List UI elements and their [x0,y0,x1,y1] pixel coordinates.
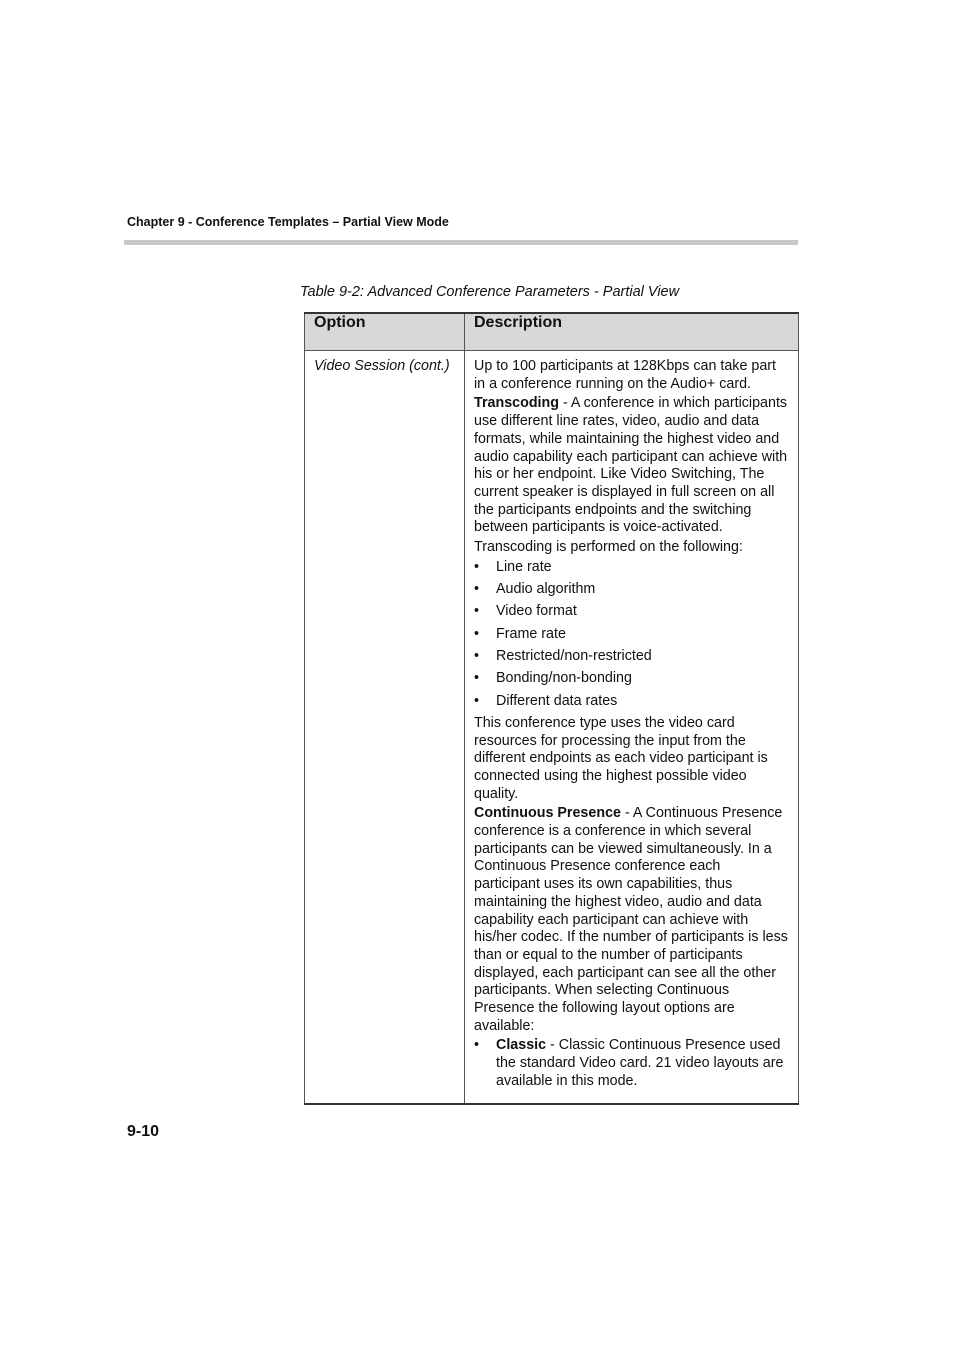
bullet-icon: • [474,603,480,620]
transcoding-paragraph [474,395,789,537]
list-item: • Audio algorithm [474,581,596,598]
column-header-description: Description [465,313,799,351]
table-row [305,351,799,1105]
column-header-option: Option [305,313,465,351]
bullet-icon: • [474,692,480,709]
bullet-icon: • [474,625,480,642]
continuous-presence-description: - A Continuous Presence conference is a conference in which several participants can be viewed simultaneously. In a Continuous Presence conference each participant uses its own capabilities, thus maintaining the highest video, audio and data capability each participant can achieve with his/her codec. If the number of participants is less than or equal to the number of participants displayed, each participant can see all the other participants. When selecting Continuous Presence the following layout options are available: [474,805,788,1034]
list-item [474,1037,789,1090]
layout-options-list [474,1037,789,1090]
description-cell [465,351,799,1105]
option-cell [305,351,465,1105]
parameters-table [304,312,799,1105]
continuous-presence-term: Continuous Presence [474,805,621,822]
list-item: • Restricted/non-restricted [474,647,652,664]
bullet-icon: • [474,581,480,598]
list-item: • Different data rates [474,692,618,709]
page-number: 9-10 [127,1123,160,1140]
list-item: • Bonding/non-bonding [474,670,632,687]
bullet-icon: • [474,670,480,687]
transcoding-intro: Transcoding is performed on the following: [474,539,743,556]
table-caption: Table 9-2: Advanced Conference Parameters - Partial View [300,284,680,300]
list-item: • Line rate [474,558,552,575]
list-item: • Video format [474,603,577,620]
chapter-header: Chapter 9 - Conference Templates – Partial View Mode [127,215,449,229]
parameters-table-container [304,312,799,1105]
transcoding-term: Transcoding [474,395,559,412]
list-item: • Frame rate [474,625,566,642]
bullet-icon: • [474,647,480,664]
classic-term: Classic [496,1037,547,1054]
bullet-icon: • [474,1037,480,1054]
transcoding-description: - A conference in which participants use different line rates, video, audio and data formats, while maintaining the highest video and audio capability each participant can achieve with his or her endpoint. Like Video Switching, The current speaker is displayed in full screen on all the participants endpoints and the switching between participants is voice-activated. [474,395,788,536]
option-name: Video Session (cont.) [314,358,450,374]
header-divider [124,240,798,245]
continuous-presence-paragraph [474,805,789,1035]
video-card-paragraph: This conference type uses the video card resources for processing the input from the different endpoints as each video participant is connected using the highest possible video quality. [474,714,768,802]
table-header-row [305,313,799,351]
transcoding-list [474,559,789,710]
description-paragraph: Up to 100 participants at 128Kbps can take part in a conference running on the Audio+ card. [474,358,777,392]
classic-description: - Classic Continuous Presence used the standard Video card. 21 video layouts are available in this mode. [496,1037,784,1089]
bullet-icon: • [474,558,480,575]
